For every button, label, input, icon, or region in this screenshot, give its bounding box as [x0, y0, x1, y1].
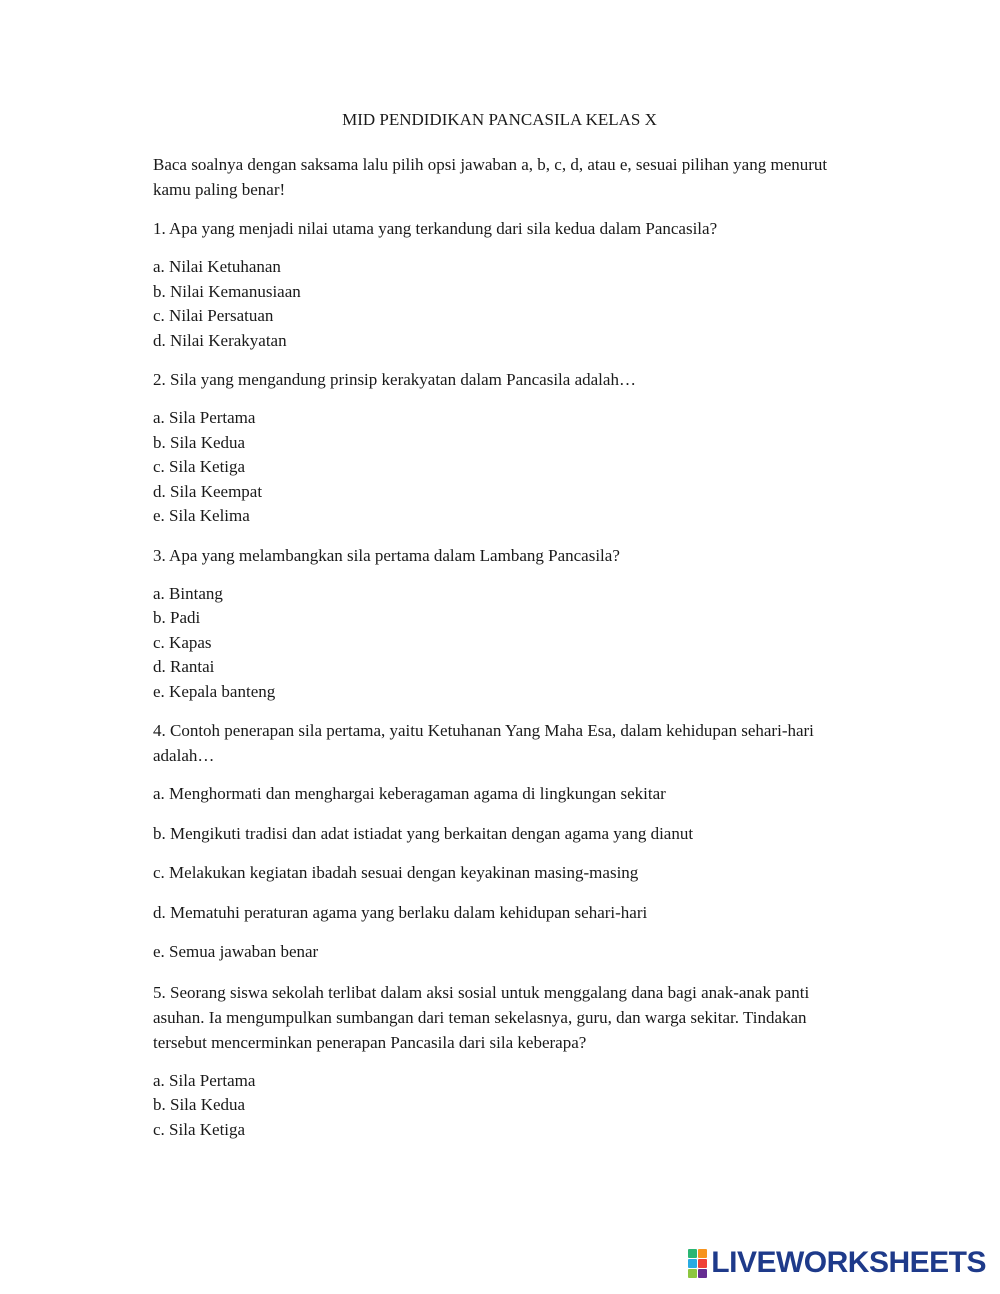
option[interactable]: c. Kapas	[153, 632, 212, 652]
question-1-options	[153, 255, 873, 353]
option[interactable]: a. Sila Pertama	[153, 408, 256, 427]
option[interactable]: c. Sila Ketiga	[153, 457, 246, 476]
option[interactable]: d. Mematuhi peraturan agama yang berlaku dalam kehidupan sehari-hari	[153, 902, 648, 922]
worksheet-page	[153, 110, 873, 1156]
question-1: 1. Apa yang menjadi nilai utama yang terkandung dari sila kedua dalam Pancasila?	[153, 219, 718, 238]
question-4-options	[153, 782, 873, 965]
option[interactable]: e. Sila Kelima	[153, 506, 250, 525]
option[interactable]: a. Menghormati dan menghargai keberagaman agama di lingkungan sekitar	[153, 784, 666, 803]
question-2-options	[153, 406, 873, 529]
instructions: Baca soalnya dengan saksama lalu pilih opsi jawaban a, b, c, d, atau e, sesuai pilihan yang menurut kamu paling benar!	[153, 155, 828, 199]
option[interactable]: b. Mengikuti tradisi dan adat istiadat yang berkaitan dengan agama yang dianut	[153, 823, 694, 843]
option[interactable]: c. Nilai Persatuan	[153, 306, 274, 325]
option[interactable]: e. Semua jawaban benar	[153, 942, 319, 961]
option[interactable]: a. Bintang	[153, 583, 223, 603]
option[interactable]: b. Sila Kedua	[153, 1095, 246, 1114]
option[interactable]: b. Nilai Kemanusiaan	[153, 281, 301, 301]
option[interactable]: e. Kepala banteng	[153, 681, 276, 701]
liveworksheets-logo-icon	[688, 1249, 707, 1278]
option[interactable]: a. Sila Pertama	[153, 1070, 256, 1090]
page-title: MID PENDIDIKAN PANCASILA KELAS X	[342, 110, 657, 129]
option[interactable]: d. Sila Keempat	[153, 481, 263, 501]
question-4: 4. Contoh penerapan sila pertama, yaitu Ketuhanan Yang Maha Esa, dalam kehidupan sehari-hari adalah…	[153, 721, 814, 765]
option[interactable]: d. Nilai Kerakyatan	[153, 330, 287, 350]
question-5-options	[153, 1069, 873, 1143]
liveworksheets-logo[interactable]	[688, 1246, 986, 1280]
option[interactable]: b. Padi	[153, 608, 201, 627]
option[interactable]: b. Sila Kedua	[153, 432, 246, 452]
option[interactable]: a. Nilai Ketuhanan	[153, 257, 281, 276]
question-2: 2. Sila yang mengandung prinsip kerakyatan dalam Pancasila adalah…	[153, 370, 636, 389]
option[interactable]: d. Rantai	[153, 657, 215, 676]
question-3: 3. Apa yang melambangkan sila pertama dalam Lambang Pancasila?	[153, 545, 620, 565]
question-3-options	[153, 582, 873, 705]
question-5: 5. Seorang siswa sekolah terlibat dalam aksi sosial untuk menggalang dana bagi anak-anak panti asuhan. Ia mengumpulkan sumbangan dari teman sekelasnya, guru, dan warga sekitar. Tindakan tersebut mencerminkan penerapan Pancasila dari sila keberapa?	[153, 982, 810, 1052]
option[interactable]: c. Melakukan kegiatan ibadah sesuai dengan keyakinan masing-masing	[153, 863, 639, 882]
option[interactable]: c. Sila Ketiga	[153, 1119, 246, 1139]
logo-text: LIVEWORKSHEETS	[711, 1246, 986, 1279]
